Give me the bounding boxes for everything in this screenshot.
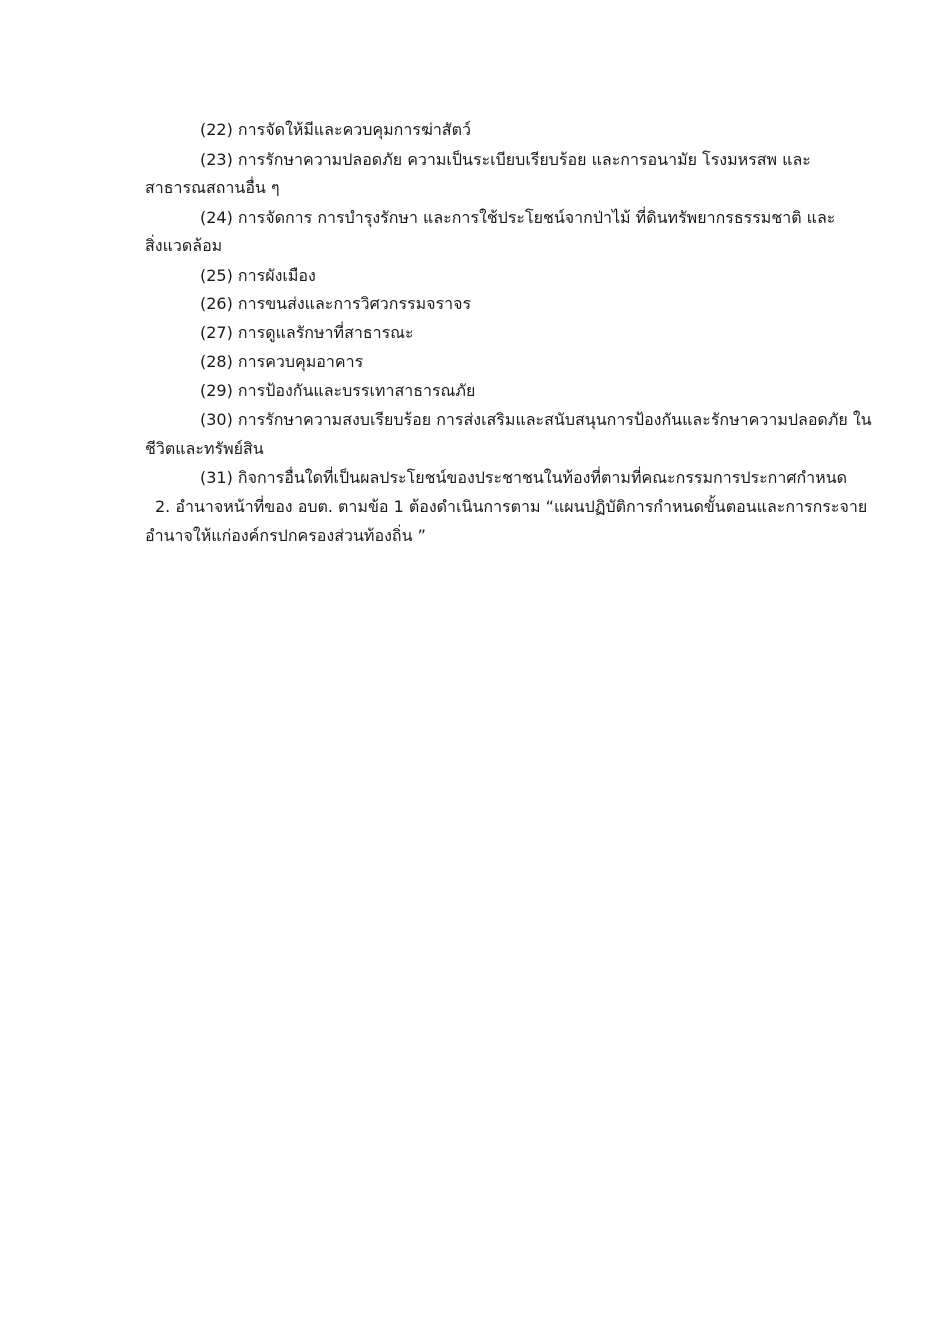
item-23-continuation: สาธารณสถานอื่น ๆ [145, 178, 280, 197]
item-26: (26) การขนส่งและการวิศวกรรมจราจร [200, 294, 472, 313]
item-25: (25) การผังเมือง [200, 266, 316, 285]
item-31: (31) กิจการอื่นใดที่เป็นผลประโยชน์ของประชาชนในท้องที่ตามที่คณะกรรมการประกาศกำหนด [200, 468, 848, 487]
item-28: (28) การควบคุมอาคาร [200, 352, 364, 371]
item-23: (23) การรักษาความปลอดภัย ความเป็นระเบียบเรียบร้อย และการอนามัย โรงมหรสพ และ [200, 150, 811, 169]
item-30: (30) การรักษาความสงบเรียบร้อย การส่งเสริมและสนับสนุนการป้องกันและรักษาความปลอดภัย ใน [200, 410, 872, 429]
item-24: (24) การจัดการ การบำรุงรักษา และการใช้ประโยชน์จากป่าไม้ ที่ดินทรัพยากรธรรมชาติ และ [200, 208, 836, 227]
item-24-continuation: สิ่งแวดล้อม [145, 236, 223, 255]
item-27: (27) การดูแลรักษาที่สาธารณะ [200, 323, 414, 342]
item-22: (22) การจัดให้มีและควบคุมการฆ่าสัตว์ [200, 120, 471, 139]
section-2-line-2: อำนาจให้แก่องค์กรปกครองส่วนท้องถิ่น ” [145, 526, 426, 545]
item-30-continuation: ชีวิตและทรัพย์สิน [145, 439, 264, 458]
item-29: (29) การป้องกันและบรรเทาสาธารณภัย [200, 381, 476, 400]
section-2-line-1: 2. อำนาจหน้าที่ของ อบต. ตามข้อ 1 ต้องดำเนินการตาม “แผนปฏิบัติการกำหนดขั้นตอนและการกระจาย [155, 497, 868, 516]
